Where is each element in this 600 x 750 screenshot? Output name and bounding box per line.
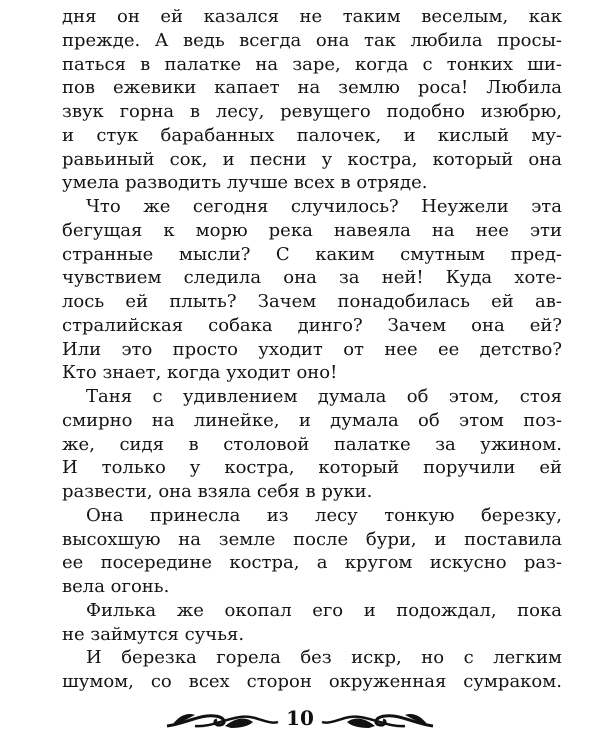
text-line: и стук барабанных палочек, и кислый му- bbox=[62, 124, 562, 146]
text-line: развести, она взяла себя в руки. bbox=[62, 481, 373, 502]
text-line: Кто знает, когда уходит оно! bbox=[62, 362, 338, 384]
text-line: бегущая к морю река навеяла на нее эти bbox=[62, 219, 562, 241]
text-line: пов ежевики капает на землю роса! Любила bbox=[62, 77, 562, 99]
text-line: не займутся сучья. bbox=[62, 623, 245, 645]
text-line: умела разводить лучше всех в отряде. bbox=[62, 172, 428, 194]
text-line: чувствием следила она за ней! Куда хоте- bbox=[62, 267, 562, 289]
text-line: смирно на линейке, и думала об этом поз- bbox=[62, 409, 562, 431]
paragraph-first-line: Филька же окопал его и подождал, пока bbox=[86, 599, 562, 621]
page-footer bbox=[0, 702, 600, 736]
text-line: прежде. А ведь всегда она так любила просы- bbox=[62, 29, 562, 51]
text-line: шумом, со всех сторон окруженная сумраком. bbox=[62, 671, 562, 692]
text-line: вела огонь. bbox=[62, 576, 170, 597]
text-line: стралийская собака динго? Зачем она ей? bbox=[62, 314, 562, 336]
text-line: паться в палатке на заре, когда с тонких ши- bbox=[62, 53, 562, 75]
paragraph-first-line: И березка горела без искр, но с легким bbox=[86, 647, 562, 669]
page-number: 10 bbox=[286, 706, 314, 730]
paragraph-first-line: Таня с удивлением думала об этом, стоя bbox=[86, 386, 562, 407]
text-line: дня он ей казался не таким веселым, как bbox=[62, 6, 562, 27]
text-line: Или это просто уходит от нее ее детство? bbox=[62, 338, 562, 360]
book-page-text bbox=[62, 5, 562, 694]
text-line: ее посередине костра, а кругом искусно раз- bbox=[62, 552, 562, 574]
text-line: лось ей плыть? Зачем понадобилась ей ав- bbox=[62, 291, 562, 312]
text-line: высохшую на земле после бури, и поставила bbox=[62, 528, 562, 550]
right-ornament-icon bbox=[320, 706, 435, 732]
paragraph-first-line: Что же сегодня случилось? Неужели эта bbox=[86, 196, 562, 217]
text-line: И только у костра, который поручили ей bbox=[62, 457, 562, 479]
paragraph-first-line: Она принесла из лесу тонкую березку, bbox=[86, 504, 562, 526]
text-line: равьиный сок, и песни у костра, который она bbox=[62, 148, 562, 170]
text-line: же, сидя в столовой палатке за ужином. bbox=[62, 433, 562, 455]
text-line: странные мысли? С каким смутным пред- bbox=[62, 243, 562, 265]
text-line: звук горна в лесу, ревущего подобно изюбрю, bbox=[62, 101, 562, 122]
